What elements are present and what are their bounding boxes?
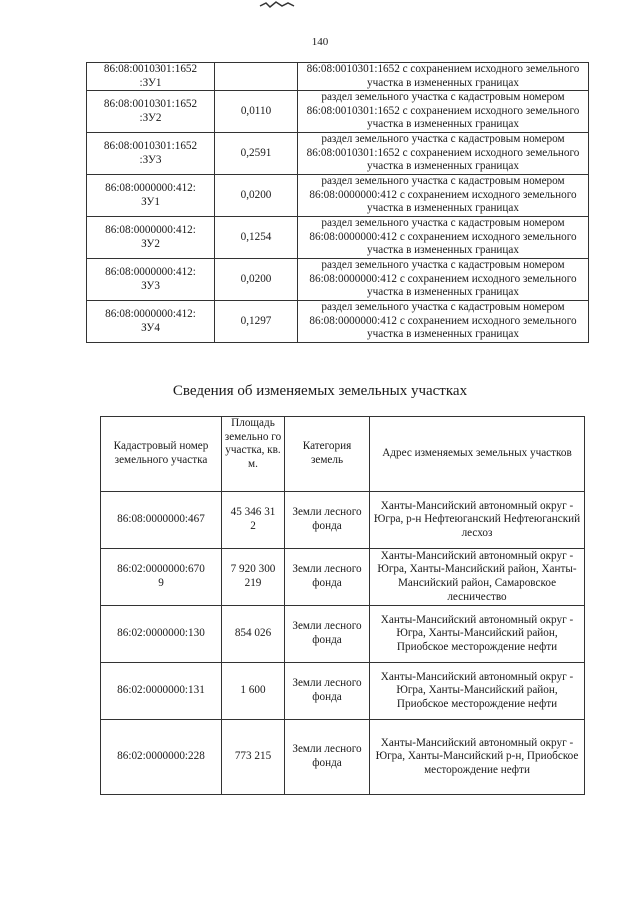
category-cell: Земли лесного фонда xyxy=(285,549,370,606)
table-row xyxy=(87,301,589,343)
table-row xyxy=(87,91,589,133)
header-address: Адрес изменяемых земельных участков xyxy=(370,417,585,492)
split-parcels-table xyxy=(86,62,589,343)
area-cell: 0,2591 xyxy=(215,133,298,175)
description-cell: раздел земельного участка с кадастровым номером 86:08:0000000:412 с сохранением исходного земельного участка в измененных границах xyxy=(298,301,589,343)
area-cell: 854 026 xyxy=(222,606,285,663)
area-cell: 0,1254 xyxy=(215,217,298,259)
address-cell: Ханты-Мансийский автономный округ - Югра, Ханты-Мансийский р-н, Приобское месторождение нефти xyxy=(370,720,585,795)
description-cell: раздел земельного участка с кадастровым номером 86:08:0000000:412 с сохранением исходного земельного участка в измененных границах xyxy=(298,175,589,217)
area-cell: 7 920 300 219 xyxy=(222,549,285,606)
table-row xyxy=(87,63,589,91)
cadastral-number-cell: 86:08:0000000:412: ЗУ1 xyxy=(87,175,215,217)
area-cell: 0,1297 xyxy=(215,301,298,343)
cadastral-number-cell: 86:08:0000000:412: ЗУ3 xyxy=(87,259,215,301)
area-cell: 773 215 xyxy=(222,720,285,795)
category-cell: Земли лесного фонда xyxy=(285,606,370,663)
cadastral-number-cell: 86:08:0000000:412: ЗУ2 xyxy=(87,217,215,259)
description-cell: раздел земельного участка с кадастровым номером 86:08:0000000:412 с сохранением исходного земельного участка в измененных границах xyxy=(298,259,589,301)
header-cadastral: Кадастровый номер земельного участка xyxy=(101,417,222,492)
address-cell: Ханты-Мансийский автономный округ - Югра, р-н Нефтеюганский Нефтеюганский лесхоз xyxy=(370,492,585,549)
table-row xyxy=(101,492,585,549)
cadastral-number-cell: 86:08:0000000:412: ЗУ4 xyxy=(87,301,215,343)
cadastral-number-cell: 86:08:0000000:467 xyxy=(101,492,222,549)
area-cell: 45 346 31 2 xyxy=(222,492,285,549)
category-cell: Земли лесного фонда xyxy=(285,663,370,720)
area-cell: 1 600 xyxy=(222,663,285,720)
scan-mark-icon xyxy=(258,0,298,10)
description-cell: раздел земельного участка с кадастровым номером 86:08:0010301:1652 с сохранением исходного земельного участка в измененных границах xyxy=(298,133,589,175)
area-cell: 0,0110 xyxy=(215,91,298,133)
table-row xyxy=(101,549,585,606)
table-row xyxy=(101,663,585,720)
description-cell: раздел земельного участка с кадастровым номером 86:08:0000000:412 с сохранением исходного земельного участка в измененных границах xyxy=(298,217,589,259)
area-cell: 0,0200 xyxy=(215,259,298,301)
area-cell xyxy=(215,63,298,91)
cadastral-number-cell: 86:08:0010301:1652 :ЗУ3 xyxy=(87,133,215,175)
header-category: Категория земель xyxy=(285,417,370,492)
description-cell: 86:08:0010301:1652 с сохранением исходного земельного участка в измененных границах xyxy=(298,63,589,91)
changed-parcels-table xyxy=(100,416,585,795)
address-cell: Ханты-Мансийский автономный округ - Югра, Ханты-Мансийский район, Ханты-Мансийский район, Самаровское лесничество xyxy=(370,549,585,606)
table-row xyxy=(87,259,589,301)
category-cell: Земли лесного фонда xyxy=(285,492,370,549)
area-cell: 0,0200 xyxy=(215,175,298,217)
table-row xyxy=(101,720,585,795)
cadastral-number-cell: 86:08:0010301:1652 :ЗУ1 xyxy=(87,63,215,91)
table-row xyxy=(87,133,589,175)
address-cell: Ханты-Мансийский автономный округ - Югра, Ханты-Мансийский район, Приобское месторождение нефти xyxy=(370,606,585,663)
table-row xyxy=(101,606,585,663)
page-number: 140 xyxy=(311,36,329,48)
cadastral-number-cell: 86:08:0010301:1652 :ЗУ2 xyxy=(87,91,215,133)
cadastral-number-cell: 86:02:0000000:670 9 xyxy=(101,549,222,606)
table-row xyxy=(87,175,589,217)
description-cell: раздел земельного участка с кадастровым номером 86:08:0010301:1652 с сохранением исходного земельного участка в измененных границах xyxy=(298,91,589,133)
header-area: Площадь земельно го участка, кв. м. xyxy=(222,417,285,492)
table-row xyxy=(87,217,589,259)
section-title: Сведения об изменяемых земельных участках xyxy=(172,383,468,399)
cadastral-number-cell: 86:02:0000000:228 xyxy=(101,720,222,795)
category-cell: Земли лесного фонда xyxy=(285,720,370,795)
cadastral-number-cell: 86:02:0000000:131 xyxy=(101,663,222,720)
address-cell: Ханты-Мансийский автономный округ - Югра, Ханты-Мансийский район, Приобское месторождение нефти xyxy=(370,663,585,720)
table-header-row xyxy=(101,417,585,492)
cadastral-number-cell: 86:02:0000000:130 xyxy=(101,606,222,663)
